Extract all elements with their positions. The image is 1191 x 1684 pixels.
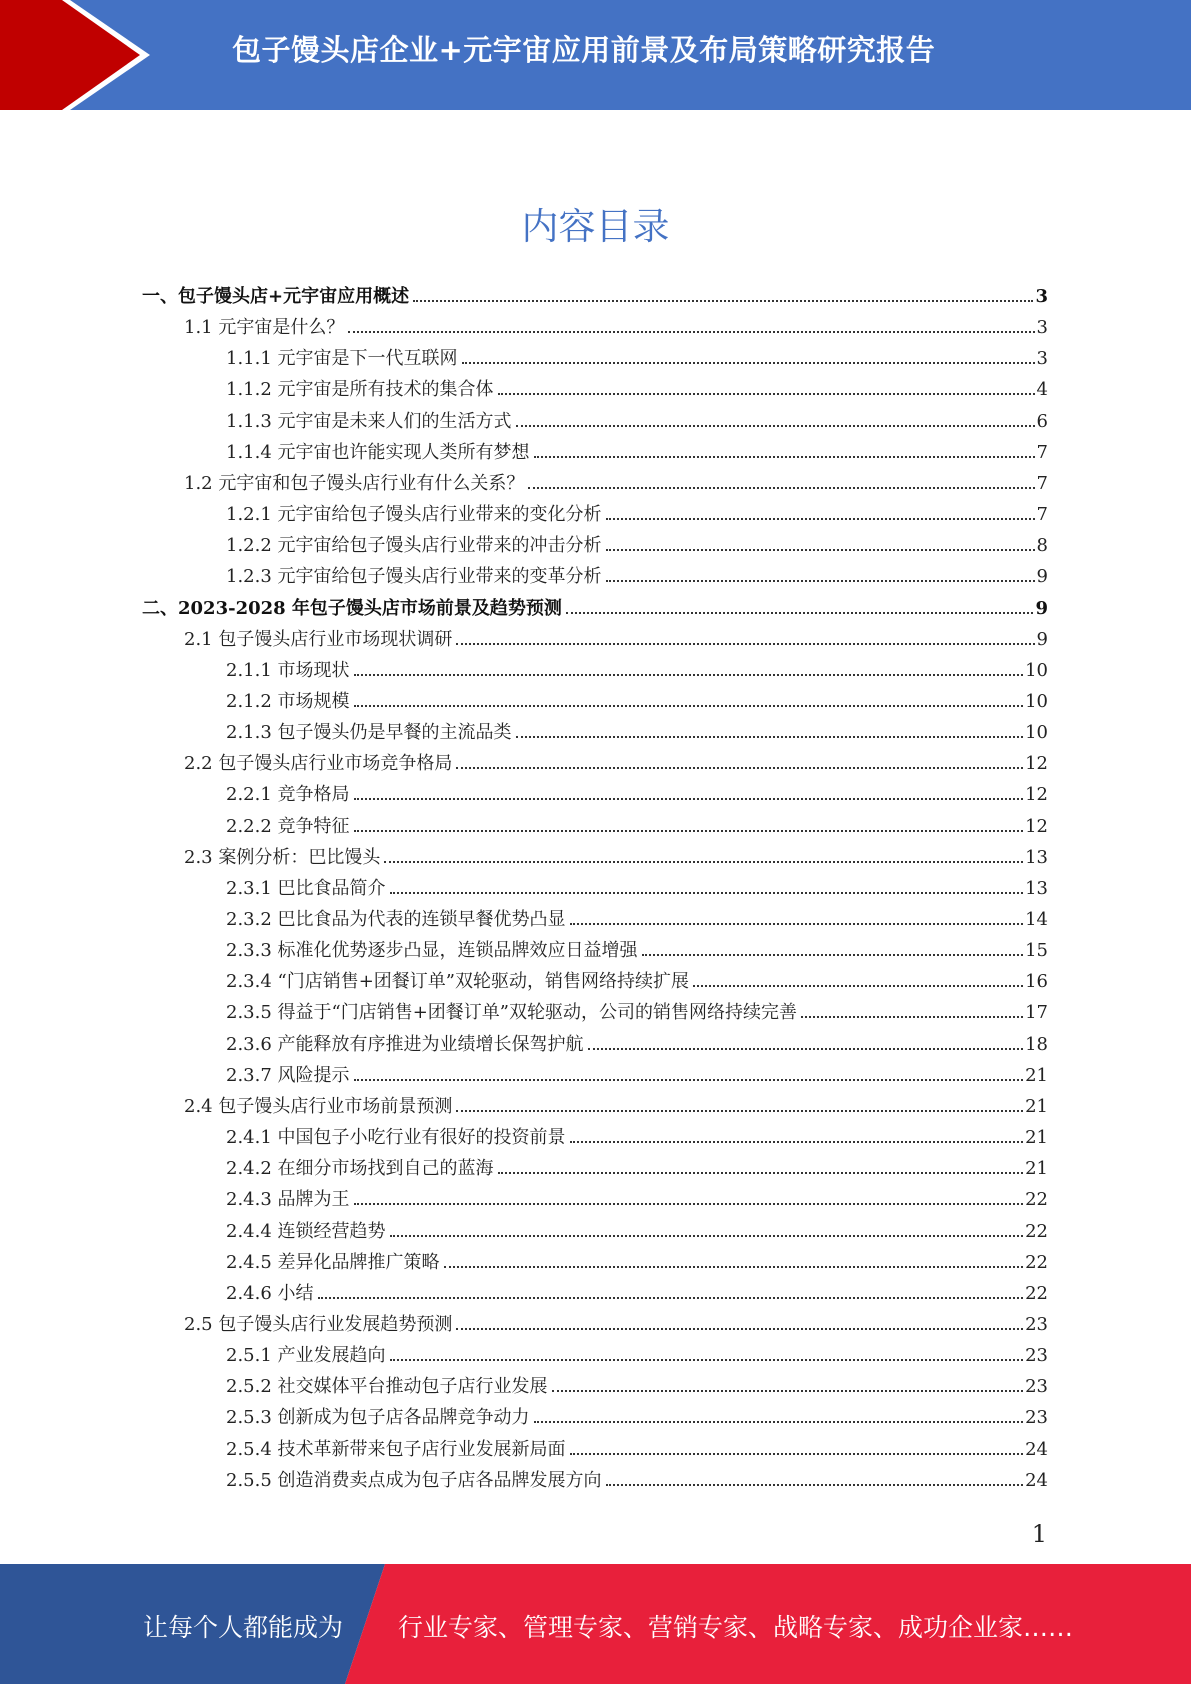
- toc-entry[interactable]: [226, 1468, 1048, 1492]
- toc-dot-leader: [570, 1453, 1024, 1455]
- toc-heading: 内容目录: [521, 205, 670, 248]
- toc-dot-leader: [552, 1390, 1024, 1392]
- toc-dot-leader: [390, 892, 1024, 894]
- toc-entry-label: 2.4.1 中国包子小吃行业有很好的投资前景: [226, 1127, 566, 1148]
- toc-entry[interactable]: [226, 1281, 1048, 1305]
- toc-entry-page: 12: [1025, 816, 1048, 837]
- toc-dot-leader: [606, 549, 1035, 551]
- toc-dot-leader: [354, 830, 1024, 832]
- toc-entry-page: 7: [1036, 442, 1048, 463]
- toc-entry-label: 2.3.7 风险提示: [226, 1065, 350, 1086]
- toc-dot-leader: [534, 1421, 1024, 1423]
- toc-entry[interactable]: [184, 471, 1048, 495]
- toc-dot-leader: [606, 580, 1035, 582]
- toc-dot-leader: [516, 736, 1024, 738]
- toc-dot-leader: [390, 1235, 1024, 1237]
- toc-entry-label: 2.3.1 巴比食品简介: [226, 878, 386, 899]
- toc-entry-page: 15: [1025, 940, 1048, 961]
- toc-entry-label: 2.1 包子馒头店行业市场现状调研: [184, 629, 453, 650]
- toc-entry[interactable]: [226, 409, 1048, 433]
- toc-dot-leader: [348, 331, 1034, 333]
- toc-entry-label: 1.1 元宇宙是什么？: [184, 317, 345, 338]
- toc-entry-label: 2.4.4 连锁经营趋势: [226, 1221, 386, 1242]
- toc-entry-page: 22: [1025, 1189, 1048, 1210]
- toc-dot-leader: [588, 1048, 1024, 1050]
- toc-entry[interactable]: [226, 564, 1048, 588]
- toc-entry[interactable]: [142, 596, 1048, 620]
- toc-entry-page: 10: [1025, 722, 1048, 743]
- toc-entry[interactable]: [226, 782, 1048, 806]
- toc-entry-page: 24: [1025, 1439, 1048, 1460]
- toc-entry-label: 2.5.2 社交媒体平台推动包子店行业发展: [226, 1376, 548, 1397]
- toc-entry[interactable]: [226, 1125, 1048, 1149]
- toc-dot-leader: [456, 643, 1034, 645]
- toc-entry[interactable]: [184, 845, 1048, 869]
- toc-entry-page: 22: [1025, 1221, 1048, 1242]
- toc-entry-label: 2.3.2 巴比食品为代表的连锁早餐优势凸显: [226, 909, 566, 930]
- toc-dot-leader: [354, 798, 1024, 800]
- toc-dot-leader: [534, 456, 1035, 458]
- toc-entry-label: 2.2 包子馒头店行业市场竞争格局: [184, 753, 453, 774]
- toc-entry[interactable]: [226, 440, 1048, 464]
- toc-entry-label: 2.1.2 市场规模: [226, 691, 350, 712]
- toc-entry[interactable]: [226, 1032, 1048, 1056]
- toc-entry-page: 10: [1025, 660, 1048, 681]
- toc-entry-page: 13: [1025, 878, 1048, 899]
- toc-dot-leader: [456, 1110, 1023, 1112]
- toc-entry[interactable]: [226, 720, 1048, 744]
- toc-entry[interactable]: [226, 1063, 1048, 1087]
- toc-dot-leader: [354, 674, 1024, 676]
- toc-entry[interactable]: [226, 502, 1048, 526]
- toc-dot-leader: [390, 1359, 1024, 1361]
- toc-entry-page: 22: [1025, 1252, 1048, 1273]
- toc-dot-leader: [570, 1141, 1024, 1143]
- toc-entry-page: 23: [1025, 1407, 1048, 1428]
- toc-entry[interactable]: [226, 969, 1048, 993]
- toc-entry[interactable]: [226, 1374, 1048, 1398]
- toc-entry-label: 一、包子馒头店+元宇宙应用概述: [142, 286, 410, 307]
- toc-entry-page: 12: [1025, 784, 1048, 805]
- toc-entry[interactable]: [226, 1250, 1048, 1274]
- toc-entry[interactable]: [226, 1000, 1048, 1024]
- toc-entry-label: 2.4.5 差异化品牌推广策略: [226, 1252, 440, 1273]
- toc-entry-page: 24: [1025, 1470, 1048, 1491]
- report-title: 包子馒头店企业+元宇宙应用前景及布局策略研究报告: [232, 33, 936, 67]
- toc-dot-leader: [413, 300, 1033, 302]
- toc-entry[interactable]: [184, 1312, 1048, 1336]
- toc-dot-leader: [384, 861, 1023, 863]
- toc-entry[interactable]: [226, 346, 1048, 370]
- footer-slogan-right: 行业专家、管理专家、营销专家、战略专家、成功企业家……: [398, 1613, 1074, 1642]
- toc-entry-page: 14: [1025, 909, 1048, 930]
- page-number: 1: [1031, 1520, 1047, 1548]
- toc-dot-leader: [693, 985, 1023, 987]
- toc-entry-page: 23: [1025, 1376, 1048, 1397]
- toc-dot-leader: [570, 923, 1024, 925]
- toc-entry[interactable]: [184, 627, 1048, 651]
- toc-entry[interactable]: [184, 315, 1048, 339]
- toc-entry[interactable]: [226, 814, 1048, 838]
- toc-entry-label: 2.5 包子馒头店行业发展趋势预测: [184, 1314, 453, 1335]
- toc-entry[interactable]: [226, 938, 1048, 962]
- toc-entry[interactable]: [184, 751, 1048, 775]
- toc-entry[interactable]: [226, 1437, 1048, 1461]
- toc-entry-page: 18: [1025, 1034, 1048, 1055]
- toc-entry-label: 2.5.3 创新成为包子店各品牌竞争动力: [226, 1407, 530, 1428]
- toc-entry-label: 2.4.3 品牌为王: [226, 1189, 350, 1210]
- toc-dot-leader: [528, 487, 1034, 489]
- toc-entry-label: 2.2.2 竞争特征: [226, 816, 350, 837]
- toc-entry-label: 1.2.3 元宇宙给包子馒头店行业带来的变革分析: [226, 566, 602, 587]
- toc-entry-label: 2.4.6 小结: [226, 1283, 314, 1304]
- toc-entry[interactable]: [142, 284, 1048, 308]
- toc-entry-label: 2.4.2 在细分市场找到自己的蓝海: [226, 1158, 494, 1179]
- toc-dot-leader: [498, 393, 1035, 395]
- toc-entry-page: 21: [1025, 1065, 1048, 1086]
- toc-entry[interactable]: [226, 1343, 1048, 1367]
- toc-entry-page: 6: [1036, 411, 1048, 432]
- toc-entry[interactable]: [226, 689, 1048, 713]
- toc-entry-page: 12: [1025, 753, 1048, 774]
- toc-entry-label: 2.3.4 “门店销售+团餐订单”双轮驱动，销售网络持续扩展: [226, 971, 690, 992]
- toc-entry-label: 2.5.4 技术革新带来包子店行业发展新局面: [226, 1439, 566, 1460]
- toc-entry-page: 21: [1025, 1096, 1048, 1117]
- toc-entry-page: 10: [1025, 691, 1048, 712]
- toc-entry[interactable]: [226, 658, 1048, 682]
- toc-entry[interactable]: [226, 1187, 1048, 1211]
- toc-entry-page: 9: [1035, 598, 1048, 619]
- toc-dot-leader: [354, 705, 1024, 707]
- toc-entry-label: 1.1.1 元宇宙是下一代互联网: [226, 348, 458, 369]
- toc-entry[interactable]: [226, 533, 1048, 557]
- toc-entry-label: 1.2 元宇宙和包子馒头店行业有什么关系？: [184, 473, 525, 494]
- toc-entry-label: 2.3.5 得益于“门店销售+团餐订单”双轮驱动，公司的销售网络持续完善: [226, 1002, 798, 1023]
- toc-entry-page: 3: [1036, 348, 1048, 369]
- toc-entry-page: 3: [1036, 317, 1048, 338]
- toc-entry-label: 二、2023-2028 年包子馒头店市场前景及趋势预测: [142, 598, 562, 619]
- toc-entry-label: 2.3 案例分析：巴比馒头: [184, 847, 381, 868]
- toc-entry-label: 2.5.5 创造消费卖点成为包子店各品牌发展方向: [226, 1470, 602, 1491]
- toc-entry[interactable]: [226, 377, 1048, 401]
- toc-dot-leader: [606, 1484, 1024, 1486]
- report-header-bar: [0, 0, 1191, 110]
- toc-entry-label: 2.1.3 包子馒头仍是早餐的主流品类: [226, 722, 512, 743]
- toc-entry-page: 9: [1036, 629, 1048, 650]
- toc-dot-leader: [606, 518, 1035, 520]
- toc-dot-leader: [456, 1328, 1023, 1330]
- toc-entry-label: 1.2.1 元宇宙给包子馒头店行业带来的变化分析: [226, 504, 602, 525]
- toc-entry-label: 2.5.1 产业发展趋向: [226, 1345, 386, 1366]
- toc-dot-leader: [354, 1203, 1024, 1205]
- toc-entry[interactable]: [226, 1219, 1048, 1243]
- toc-entry-label: 2.3.6 产能释放有序推进为业绩增长保驾护航: [226, 1034, 584, 1055]
- toc-entry-page: 23: [1025, 1314, 1048, 1335]
- toc-entry-page: 16: [1025, 971, 1048, 992]
- toc-entry-page: 22: [1025, 1283, 1048, 1304]
- toc-entry-page: 8: [1036, 535, 1048, 556]
- footer-slogan-left: 让每个人都能成为: [143, 1613, 344, 1642]
- toc-entry[interactable]: [226, 907, 1048, 931]
- toc-entry-page: 21: [1025, 1127, 1048, 1148]
- toc-entry[interactable]: [184, 1094, 1048, 1118]
- toc-entry-label: 1.1.2 元宇宙是所有技术的集合体: [226, 379, 494, 400]
- header-chevron-decoration: [0, 0, 160, 110]
- toc-entry-page: 21: [1025, 1158, 1048, 1179]
- toc-entry-label: 1.1.4 元宇宙也许能实现人类所有梦想: [226, 442, 530, 463]
- toc-entry-page: 9: [1036, 566, 1048, 587]
- toc-dot-leader: [318, 1297, 1024, 1299]
- toc-dot-leader: [498, 1172, 1024, 1174]
- toc-dot-leader: [801, 1016, 1023, 1018]
- toc-entry-label: 1.1.3 元宇宙是未来人们的生活方式: [226, 411, 512, 432]
- toc-entry-page: 3: [1035, 286, 1048, 307]
- toc-entry-page: 17: [1025, 1002, 1048, 1023]
- toc-dot-leader: [642, 954, 1024, 956]
- toc-entry-label: 2.3.3 标准化优势逐步凸显，连锁品牌效应日益增强: [226, 940, 638, 961]
- toc-entry-label: 2.4 包子馒头店行业市场前景预测: [184, 1096, 453, 1117]
- toc-entry-page: 23: [1025, 1345, 1048, 1366]
- toc-entry[interactable]: [226, 1405, 1048, 1429]
- toc-entry[interactable]: [226, 876, 1048, 900]
- toc-entry-label: 2.2.1 竞争格局: [226, 784, 350, 805]
- toc-entry-label: 1.2.2 元宇宙给包子馒头店行业带来的冲击分析: [226, 535, 602, 556]
- toc-entry-page: 13: [1025, 847, 1048, 868]
- toc-dot-leader: [444, 1266, 1024, 1268]
- toc-dot-leader: [462, 362, 1035, 364]
- toc-dot-leader: [516, 425, 1035, 427]
- footer-banner: [0, 1564, 1191, 1684]
- toc-entry-page: 7: [1036, 504, 1048, 525]
- toc-dot-leader: [566, 612, 1034, 614]
- toc-entry-label: 2.1.1 市场现状: [226, 660, 350, 681]
- toc-dot-leader: [456, 767, 1023, 769]
- toc-entry-page: 4: [1036, 379, 1048, 400]
- toc-entry[interactable]: [226, 1156, 1048, 1180]
- toc-dot-leader: [354, 1079, 1024, 1081]
- toc-entry-page: 7: [1036, 473, 1048, 494]
